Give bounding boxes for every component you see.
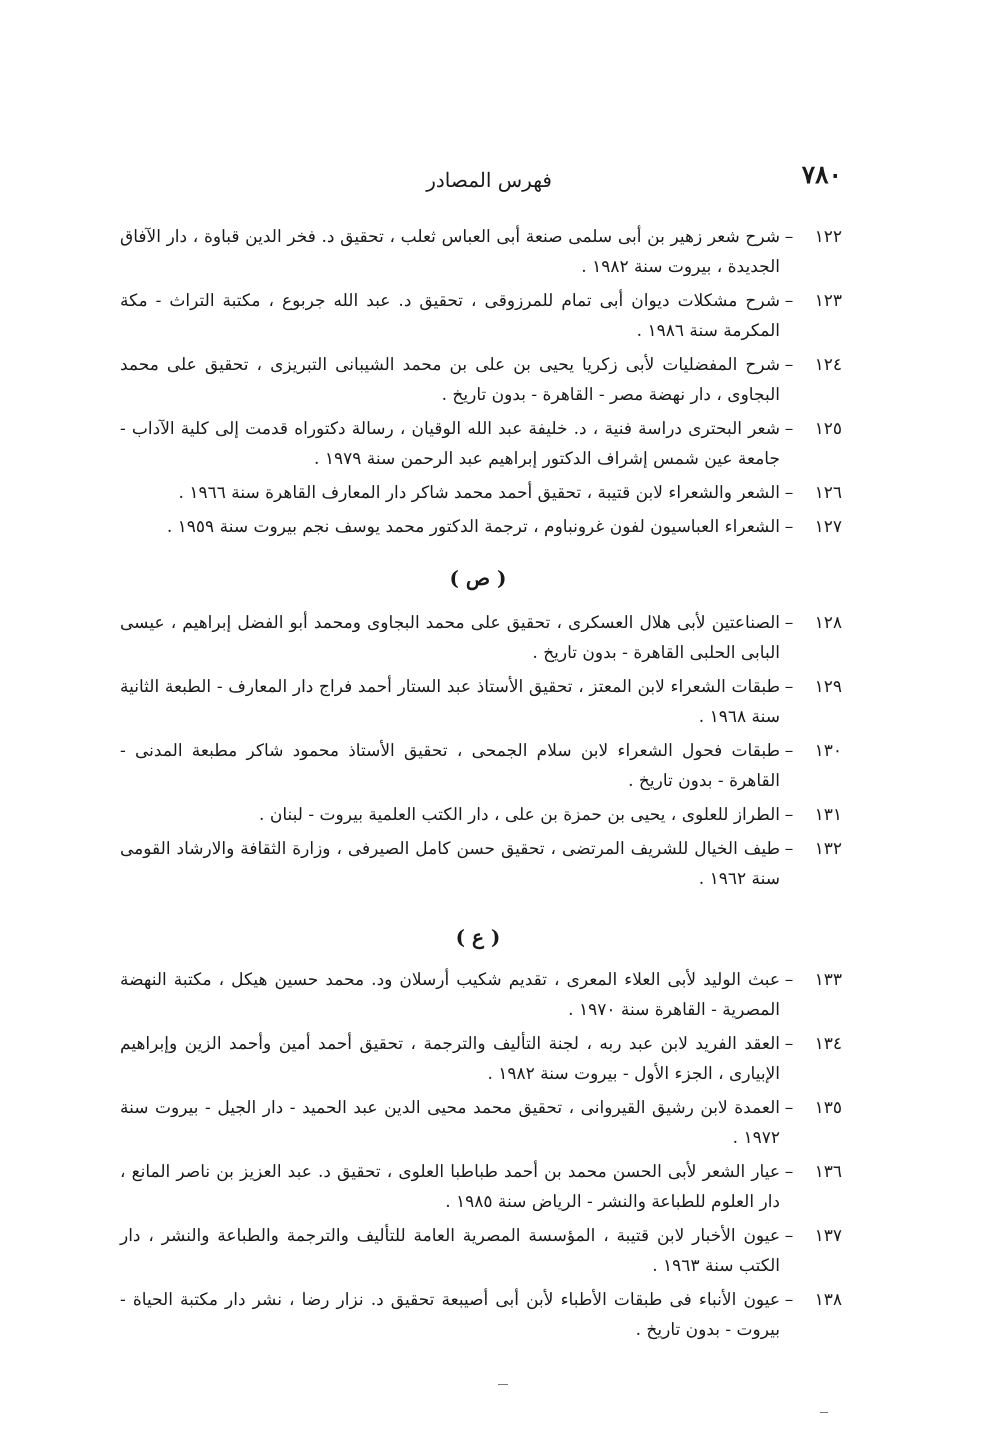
entry-dash: – (784, 1034, 794, 1054)
bibliography-entry (120, 512, 842, 542)
bibliography-entry (120, 800, 842, 830)
entry-number: ١٢٤ (814, 355, 842, 375)
entry-number: ١٢٧ (814, 517, 842, 537)
entry-dash: – (784, 1162, 794, 1182)
entry-number: ١٣١ (814, 805, 842, 825)
running-title: فهرس المصادر (426, 168, 552, 192)
entry-text: عيار الشعر لأبى الحسن محمد بن أحمد طباطبا العلوى ، تحقيق د. عبد العزيز بن ناصر المانع ، دار العلوم للطباعة والنشر - الرياض سنة ١٩٨٥ . (120, 1162, 780, 1212)
entry-list-section-ain (120, 965, 842, 1349)
entry-dash: – (784, 970, 794, 990)
entry-number: ١٣٦ (814, 1162, 842, 1182)
bibliography-entry (120, 834, 842, 894)
entry-number: ١٣٣ (814, 970, 842, 990)
bibliography-entry (120, 286, 842, 346)
entry-list-section-1 (120, 222, 842, 546)
entry-number: ١٣٠ (814, 741, 842, 761)
entry-text: عيون الأخبار لابن قتيبة ، المؤسسة المصرية العامة للتأليف والترجمة والطباعة والنشر ، دار الكتب سنة ١٩٦٣ . (120, 1226, 780, 1276)
bibliography-entry (120, 478, 842, 508)
entry-number: ١٢٥ (814, 419, 842, 439)
bibliography-entry (120, 222, 842, 282)
section-heading-ain: ( ع ) (455, 925, 501, 949)
entry-dash: – (784, 517, 794, 537)
bibliography-entry (120, 414, 842, 474)
entry-dash: – (784, 419, 794, 439)
entry-number: ١٢٢ (814, 227, 842, 247)
entry-dash: – (784, 291, 794, 311)
entry-dash: – (784, 483, 794, 503)
page-header (120, 160, 842, 200)
bibliography-entry (120, 1029, 842, 1089)
entry-dash: – (784, 741, 794, 761)
entry-text: شرح مشكلات ديوان أبى تمام للمرزوقى ، تحقيق د. عبد الله جربوع ، مكتبة التراث - مكة المكرمة سنة ١٩٨٦ . (120, 291, 780, 341)
scan-mark (498, 1384, 508, 1385)
entry-dash: – (784, 1290, 794, 1310)
entry-number: ١٣٢ (814, 839, 842, 859)
entry-number: ١٢٦ (814, 483, 842, 503)
entry-text: طيف الخيال للشريف المرتضى ، تحقيق حسن كامل الصيرفى ، وزارة الثقافة والارشاد القومى سنة ١٩٦٢ . (120, 839, 780, 889)
entry-text: الشعر والشعراء لابن قتيبة ، تحقيق أحمد محمد شاكر دار المعارف القاهرة سنة ١٩٦٦ . (178, 483, 780, 503)
bibliography-entry (120, 1093, 842, 1153)
bibliography-entry (120, 1221, 842, 1281)
bibliography-entry (120, 672, 842, 732)
entry-dash: – (784, 1098, 794, 1118)
entry-dash: – (784, 839, 794, 859)
entry-text: شرح المفضليات لأبى زكريا يحيى بن على بن محمد الشيبانى التبريزى ، تحقيق على محمد البجاوى ، دار نهضة مصر - القاهرة - بدون تاريخ . (120, 355, 780, 405)
entry-text: شرح شعر زهير بن أبى سلمى صنعة أبى العباس ثعلب ، تحقيق د. فخر الدين قباوة ، دار الآفاق الجديدة ، بيروت سنة ١٩٨٢ . (120, 227, 780, 277)
bibliography-entry (120, 965, 842, 1025)
bibliography-entry (120, 608, 842, 668)
scan-mark (820, 1412, 828, 1413)
entry-dash: – (784, 1226, 794, 1246)
entry-number: ١٢٣ (814, 291, 842, 311)
entry-number: ١٣٨ (814, 1290, 842, 1310)
entry-text: طبقات فحول الشعراء لابن سلام الجمحى ، تحقيق الأستاذ محمود شاكر مطبعة المدنى - القاهرة - بدون تاريخ . (120, 741, 780, 791)
bibliography-entry (120, 736, 842, 796)
entry-dash: – (784, 227, 794, 247)
entry-text: الطراز للعلوى ، يحيى بن حمزة بن على ، دار الكتب العلمية بيروت - لبنان . (259, 805, 780, 825)
entry-text: شعر البحترى دراسة فنية ، د. خليفة عبد الله الوقيان ، رسالة دكتوراه قدمت إلى كلية الآداب - جامعة عين شمس إشراف الدكتور إبراهيم عبد الرحمن سنة ١٩٧٩ . (120, 419, 780, 469)
entry-number: ١٣٤ (814, 1034, 842, 1054)
entry-number: ١٢٨ (814, 613, 842, 633)
entry-dash: – (784, 355, 794, 375)
entry-text: الشعراء العباسيون لفون غرونباوم ، ترجمة الدكتور محمد يوسف نجم بيروت سنة ١٩٥٩ . (166, 517, 780, 537)
entry-text: الصناعتين لأبى هلال العسكرى ، تحقيق على محمد البجاوى ومحمد أبو الفضل إبراهيم ، عيسى البابى الحلبى القاهرة - بدون تاريخ . (120, 613, 780, 663)
entry-text: عبث الوليد لأبى العلاء المعرى ، تقديم شكيب أرسلان ود. محمد حسين هيكل ، مكتبة النهضة المصرية - القاهرة سنة ١٩٧٠ . (120, 970, 781, 1020)
entry-text: العقد الفريد لابن عبد ربه ، لجنة التأليف والترجمة ، تحقيق أحمد أمين وأحمد الزين وإبراهيم الإبيارى ، الجزء الأول - بيروت سنة ١٩٨٢ . (120, 1034, 780, 1084)
bibliography-entry (120, 1157, 842, 1217)
section-heading-sad: ( ص ) (449, 566, 507, 590)
entry-list-section-sad (120, 608, 842, 898)
entry-text: العمدة لابن رشيق القيروانى ، تحقيق محمد محيى الدين عبد الحميد - دار الجيل - بيروت سنة ١٩٧٢ . (120, 1098, 780, 1148)
bibliography-entry (120, 1285, 842, 1345)
entry-number: ١٣٥ (814, 1098, 842, 1118)
entry-text: طبقات الشعراء لابن المعتز ، تحقيق الأستاذ عبد الستار أحمد فراج دار المعارف - الطبعة الثانية سنة ١٩٦٨ . (120, 677, 780, 727)
page-number: ٧٨٠ (801, 160, 842, 189)
entry-dash: – (784, 805, 794, 825)
entry-text: عيون الأنباء فى طبقات الأطباء لأبن أبى أصيبعة تحقيق د. نزار رضا ، نشر دار مكتبة الحياة - بيروت - بدون تاريخ . (120, 1290, 780, 1340)
entry-dash: – (784, 677, 794, 697)
entry-dash: – (784, 613, 794, 633)
entry-number: ١٣٧ (814, 1226, 842, 1246)
bibliography-entry (120, 350, 842, 410)
entry-number: ١٢٩ (814, 677, 842, 697)
